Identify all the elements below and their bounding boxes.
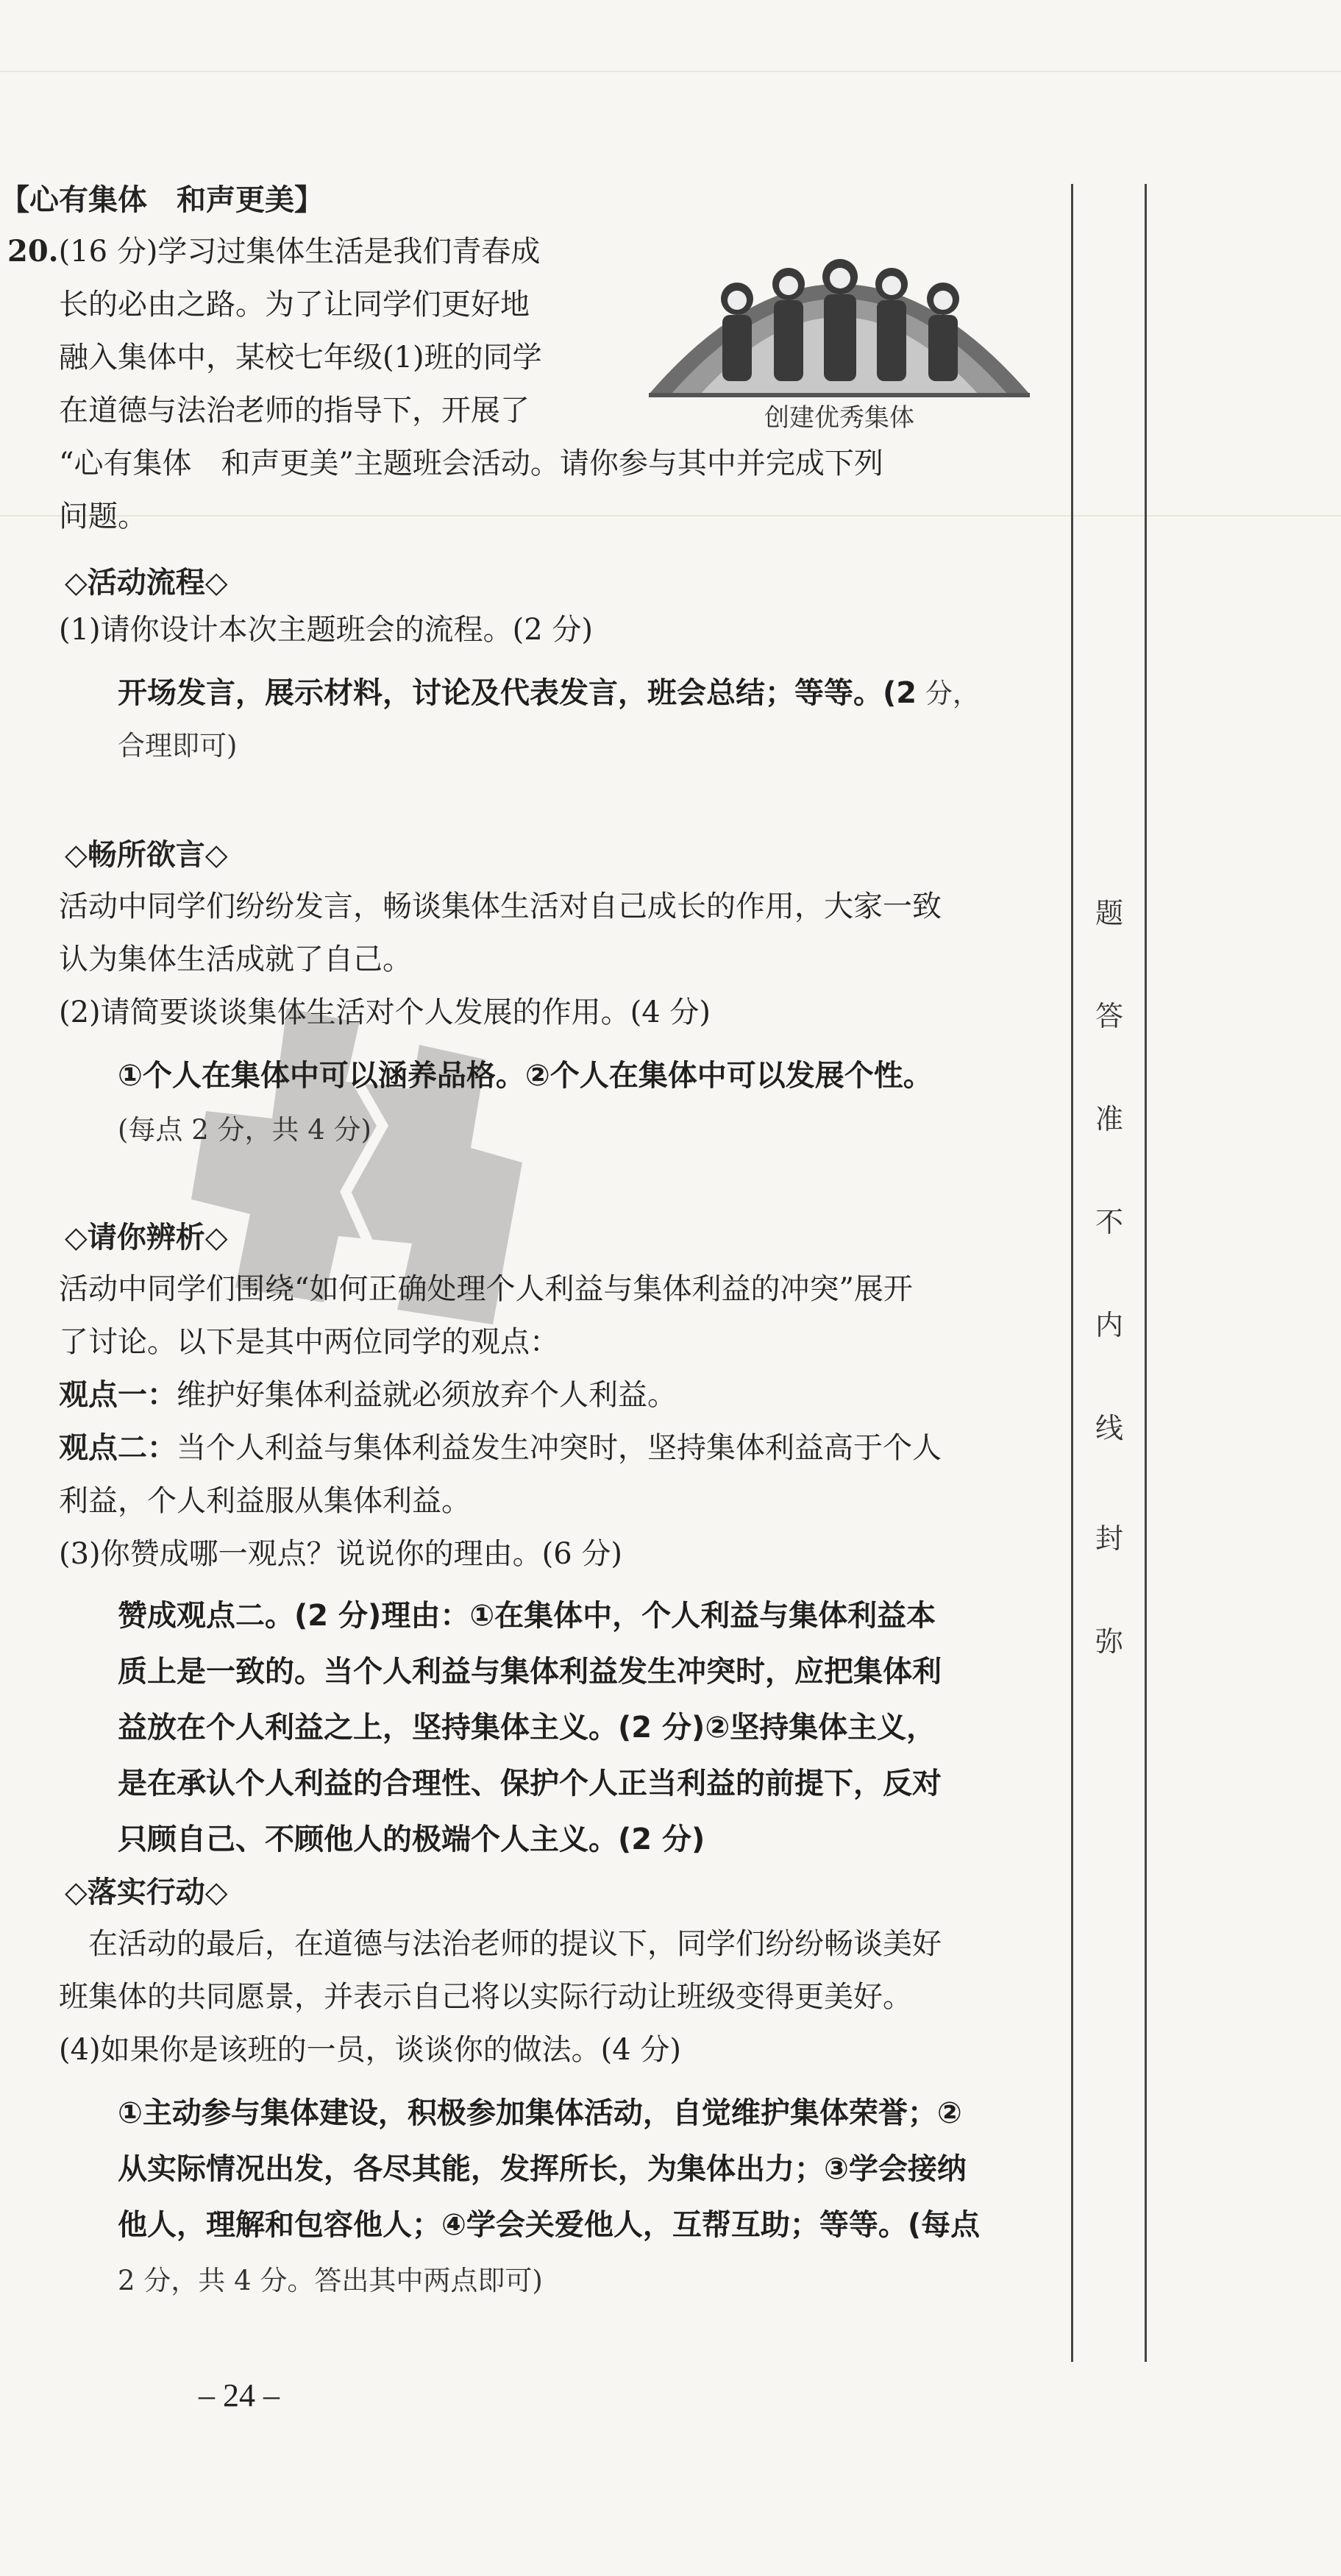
part2-context-line-1: 活动中同学们纷纷发言，畅谈集体生活对自己成长的作用，大家一致	[59, 890, 942, 923]
part3-prompt: (3)你赞成哪一观点？说说你的理由。(6 分)	[59, 1537, 623, 1571]
part3-answer-line-1: 赞成观点二。(2 分)理由：①在集体中，个人利益与集体利益本	[118, 1599, 936, 1633]
part3-answer-line-3: 益放在个人利益之上，坚持集体主义。(2 分)②坚持集体主义，	[118, 1711, 936, 1745]
question-intro-line-1: 20.(16 分)学习过集体生活是我们青春成	[7, 234, 541, 269]
margin-char-2: 答	[1095, 1000, 1123, 1032]
question-intro-line-2: 长的必由之路。为了让同学们更好地	[59, 288, 530, 322]
part1-heading: ◇活动流程◇	[65, 566, 228, 600]
part4-context-line-2: 班集体的共同愿景，并表示自己将以实际行动让班级变得更美好。	[59, 1980, 912, 2014]
part2-answer-line-1: ①个人在集体中可以涵养品格。②个人在集体中可以发展个性。	[118, 1059, 933, 1093]
part4-prompt: (4)如果你是该班的一员，谈谈你的做法。(4 分)	[59, 2033, 682, 2067]
part2-context-line-2: 认为集体生活成就了自己。	[59, 943, 412, 976]
part4-context-line-1: 在活动的最后，在道德与法治老师的提议下，同学们纷纷畅谈美好	[88, 1927, 942, 1961]
part4-answer-line-2: 从实际情况出发，各尽其能，发挥所长，为集体出力；③学会接纳	[118, 2152, 967, 2186]
part3-view2-line-1: 观点二：当个人利益与集体利益发生冲突时，坚持集体利益高于个人	[59, 1431, 942, 1465]
margin-char-3: 准	[1095, 1103, 1123, 1135]
part3-context-line-1: 活动中同学们围绕“如何正确处理个人利益与集体利益的冲突”展开	[59, 1272, 913, 1306]
question-intro-line-4: 在道德与法治老师的指导下，开展了	[59, 394, 530, 427]
margin-rule-left	[1071, 184, 1073, 2362]
margin-char-4: 不	[1095, 1206, 1123, 1238]
margin-char-6: 线	[1095, 1412, 1123, 1444]
part3-view1: 观点一：维护好集体利益就必须放弃个人利益。	[59, 1378, 677, 1412]
fold-guide-line	[0, 515, 1341, 517]
part4-answer-line-1: ①主动参与集体建设，积极参加集体活动，自觉维护集体荣誉；②	[118, 2096, 962, 2130]
part4-answer-line-4: 2 分，共 4 分。答出其中两点即可)	[118, 2265, 543, 2296]
part1-prompt: (1)请你设计本次主题班会的流程。(2 分)	[59, 613, 594, 647]
part4-answer-line-3: 他人，理解和包容他人；④学会关爱他人，互帮互助；等等。(每点	[118, 2208, 981, 2242]
question-number: 20.	[7, 234, 59, 269]
margin-char-8: 弥	[1095, 1625, 1123, 1658]
part3-answer-line-5: 只顾自己、不顾他人的极端个人主义。(2 分)	[118, 1823, 705, 1856]
part3-answer-line-4: 是在承认个人利益的合理性、保护个人正当利益的前提下，反对	[118, 1767, 942, 1800]
top-divider	[0, 71, 1341, 72]
margin-char-7: 封	[1095, 1522, 1123, 1555]
page-number: – 24 –	[199, 2377, 280, 2413]
question-intro-line-3: 融入集体中，某校七年级(1)班的同学	[59, 341, 542, 375]
part3-answer-line-2: 质上是一致的。当个人利益与集体利益发生冲突时，应把集体利	[118, 1655, 942, 1689]
part2-prompt: (2)请简要谈谈集体生活对个人发展的作用。(4 分)	[59, 996, 711, 1029]
question-intro-line-5: “心有集体 和声更美”主题班会活动。请你参与其中并完成下列	[59, 447, 883, 480]
margin-rule-right	[1145, 184, 1147, 2362]
part3-heading: ◇请你辨析◇	[65, 1221, 228, 1255]
part1-answer-line-2: 合理即可)	[118, 730, 238, 762]
part2-heading: ◇畅所欲言◇	[65, 838, 228, 872]
margin-char-1: 题	[1095, 897, 1123, 929]
part4-heading: ◇落实行动◇	[65, 1876, 228, 1909]
question-intro-line-6: 问题。	[59, 500, 147, 533]
section-title: 【心有集体 和声更美】	[0, 183, 324, 217]
margin-char-5: 内	[1095, 1309, 1123, 1341]
part2-answer-note: (每点 2 分，共 4 分)	[118, 1114, 371, 1146]
part3-context-line-2: 了讨论。以下是其中两位同学的观点：	[59, 1325, 559, 1359]
figure-caption: 创建优秀集体	[764, 403, 914, 433]
part1-answer-line-1: 开场发言，展示材料，讨论及代表发言，班会总结；等等。(2 分，	[118, 676, 980, 710]
part3-view2-line-2: 利益，个人利益服从集体利益。	[59, 1484, 471, 1518]
